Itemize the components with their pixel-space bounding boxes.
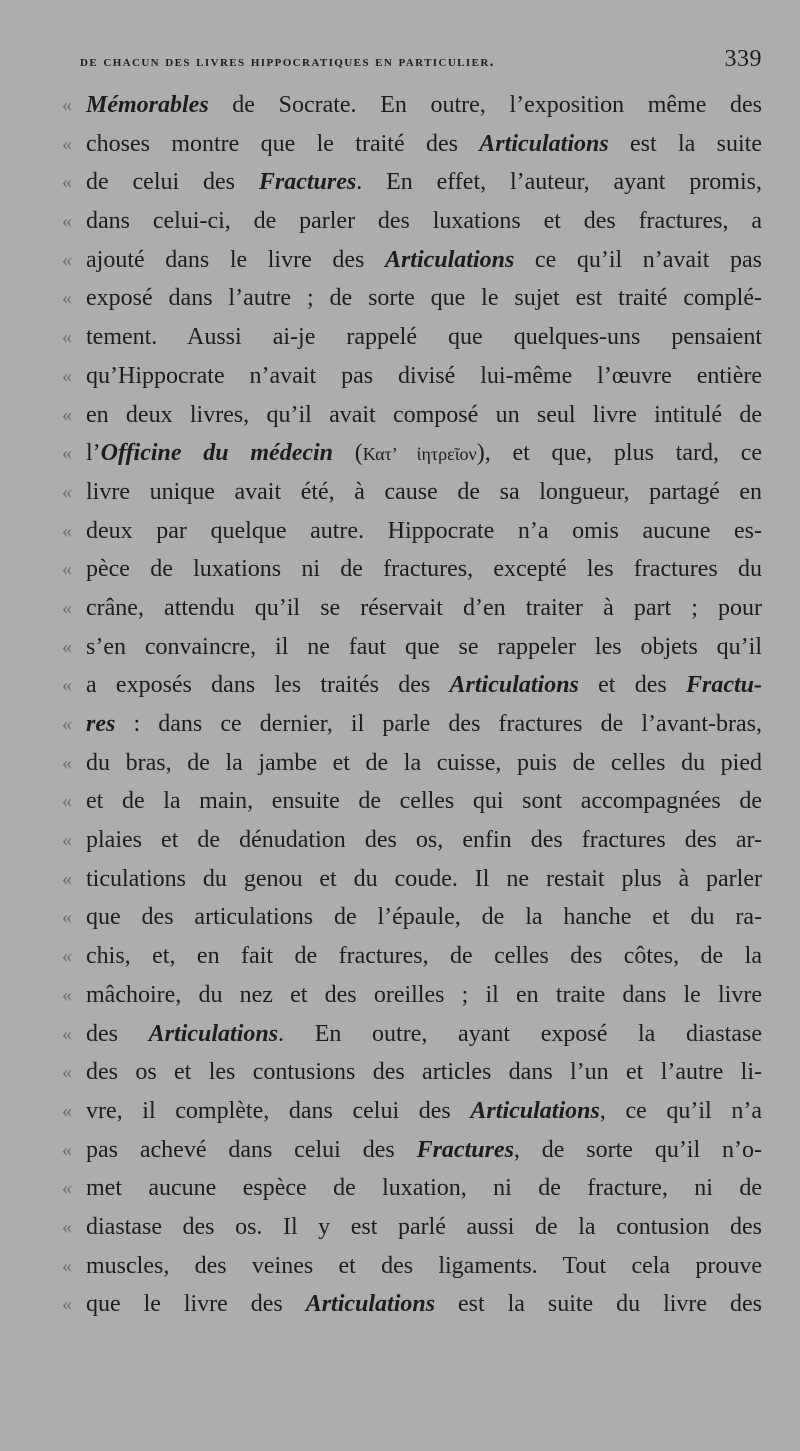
italic-title: Articulations [479,130,609,157]
text-line [62,744,762,783]
text-line [62,550,762,589]
text-run: et des [578,672,686,699]
text-line [62,1247,762,1286]
text-run: ( [333,440,363,467]
text-run: du bras, de la jambe et de la cuisse, puis de celles du pied [86,749,762,776]
quote-mark: « [62,751,72,774]
text-run: ticulations du genou et du coude. Il ne restait plus à parler [86,865,762,892]
italic-title: Articulations [449,672,579,699]
text-run: qu’Hippocrate n’avait pas divisé lui-même l’œuvre entière [86,362,762,389]
quote-mark: « [62,829,72,852]
quote-mark: « [62,287,72,310]
text-run: l’ [86,440,101,467]
quote-mark: « [62,1138,72,1161]
quote-mark: « [62,983,72,1006]
text-line [62,937,762,976]
text-line [62,589,762,628]
quote-mark: « [62,596,72,619]
italic-title: Fractures [258,169,357,196]
text-line [62,357,762,396]
italic-title: Fractures [416,1136,514,1163]
text-line [62,1131,762,1170]
quote-mark: « [62,1099,72,1122]
text-run: crâne, attendu qu’il se réservait d’en traiter à part ; pour [86,594,762,621]
text-line [62,705,762,744]
quote-mark: « [62,1177,72,1200]
quote-mark: « [62,790,72,813]
quote-mark: « [62,635,72,658]
quote-mark: « [62,403,72,426]
text-run: . En outre, ayant exposé la diastase [278,1020,762,1047]
text-run: : dans ce dernier, il parle des fractures de l’avant-bras, [115,711,762,737]
text-run: chis, et, en fait de fractures, de celles des côtes, de la [86,943,762,970]
text-run: vre, il complète, dans celui des [86,1097,471,1124]
text-run: mâchoire, du nez et des oreilles ; il en traite dans le livre [86,981,762,1008]
text-run: et de la main, ensuite de celles qui sont accompagnées de [86,788,762,815]
page-number: 339 [724,46,762,72]
text-run: que le livre des [86,1291,306,1318]
quote-mark: « [62,945,72,968]
text-line [62,666,763,705]
text-line [62,976,762,1015]
quote-mark: « [62,442,72,465]
text-run: . En effet, l’auteur, ayant promis, [356,169,762,196]
text-run: en deux livres, qu’il avait composé un seul livre intitulé de [86,401,762,428]
text-line [62,473,762,512]
italic-title: Articulations [384,246,515,273]
text-run: livre unique avait été, à cause de sa longueur, partagé en [86,478,762,505]
text-line [62,628,762,667]
text-run: pèce de luxations ni de fractures, excepté les fractures du [86,556,762,583]
text-run: est la suite [608,130,763,157]
text-line [62,396,762,435]
text-line [62,1015,762,1054]
quote-mark: « [62,94,72,116]
text-run: tement. Aussi ai-je rappelé que quelques-uns pensaient [86,324,762,351]
text-run: ce qu’il n’avait pas [514,246,762,273]
text-line [62,512,762,551]
italic-title: Articulations [148,1020,279,1047]
quote-mark: « [62,326,72,349]
text-run: , ce qu’il n’a [599,1097,762,1124]
text-run: plaies et de dénudation des os, enfin des fractures des ar- [86,827,762,854]
text-run: des os et les contusions des articles dans l’un et l’autre li- [86,1059,762,1086]
text-line [62,318,762,357]
quote-mark: « [62,171,72,194]
text-line [62,1169,762,1208]
quote-mark: « [62,1293,72,1316]
text-run: est la suite du livre des [435,1291,762,1318]
quote-mark: « [62,480,72,503]
text-line [62,1208,762,1247]
text-run: ), et que, plus tard, ce [476,440,763,467]
text-run: diastase des os. Il y est parlé aussi de la contusion des [86,1213,762,1240]
text-line [62,1285,762,1324]
quote-mark: « [62,1061,72,1084]
quote-mark: « [62,132,72,155]
text-run: que des articulations de l’épaule, de la hanche et du ra- [86,904,762,931]
text-line [62,202,762,241]
text-line [62,1053,762,1092]
text-line [62,163,762,202]
quote-mark: « [62,713,72,735]
text-run: deux par quelque autre. Hippocrate n’a omis aucune es- [86,517,762,544]
quote-mark: « [62,1022,72,1045]
running-title: de chacun des livres hippocratiques en particulier. [80,53,495,70]
quote-mark: « [62,1254,72,1277]
italic-title: Fractu- [686,672,763,699]
text-run: , de sorte qu’il n’o- [513,1136,762,1163]
text-line [62,86,762,125]
italic-title: Articulations [470,1097,600,1124]
quote-mark: « [62,906,72,929]
text-run: exposé dans l’autre ; de sorte que le sujet est traité complé- [86,285,762,312]
text-run: muscles, des veines et des ligaments. Tout cela prouve [86,1252,762,1279]
italic-title: Officine du médecin [100,440,334,467]
italic-title: Articulations [305,1291,436,1318]
text-run: des [86,1020,149,1047]
text-line [62,241,762,280]
text-line [62,898,762,937]
text-line [62,1092,762,1131]
greek-text: Κατ’ ἰητρεῖον [362,444,477,465]
text-run: met aucune espèce de luxation, ni de fracture, ni de [86,1175,762,1202]
running-head [68,46,762,86]
quote-mark: « [62,674,72,697]
quote-mark: « [62,210,72,233]
text-run: a exposés dans les traités des [86,672,450,699]
quote-mark: « [62,558,72,581]
text-line [62,821,762,860]
quote-mark: « [62,364,72,387]
text-run: s’en convaincre, il ne faut que se rappeler les objets qu’il [86,633,762,660]
quote-mark: « [62,519,72,542]
quote-mark: « [62,1215,72,1238]
text-line [62,434,763,473]
text-run: dans celui-ci, de parler des luxations et des fractures, a [86,208,762,235]
italic-title: Mémorables [86,92,209,118]
text-run: ajouté dans le livre des [86,246,385,273]
text-run: pas achevé dans celui des [86,1136,417,1163]
text-run: de celui des [86,169,259,196]
text-line [62,860,762,899]
body-text [62,86,763,1324]
text-line [62,279,762,318]
text-line [62,782,762,821]
quote-mark: « [62,248,72,271]
italic-title: res [86,711,116,737]
quote-mark: « [62,867,72,890]
text-run: de Socrate. En outre, l’exposition même des [208,92,762,118]
text-line [62,125,763,164]
text-run: choses montre que le traité des [86,130,480,157]
